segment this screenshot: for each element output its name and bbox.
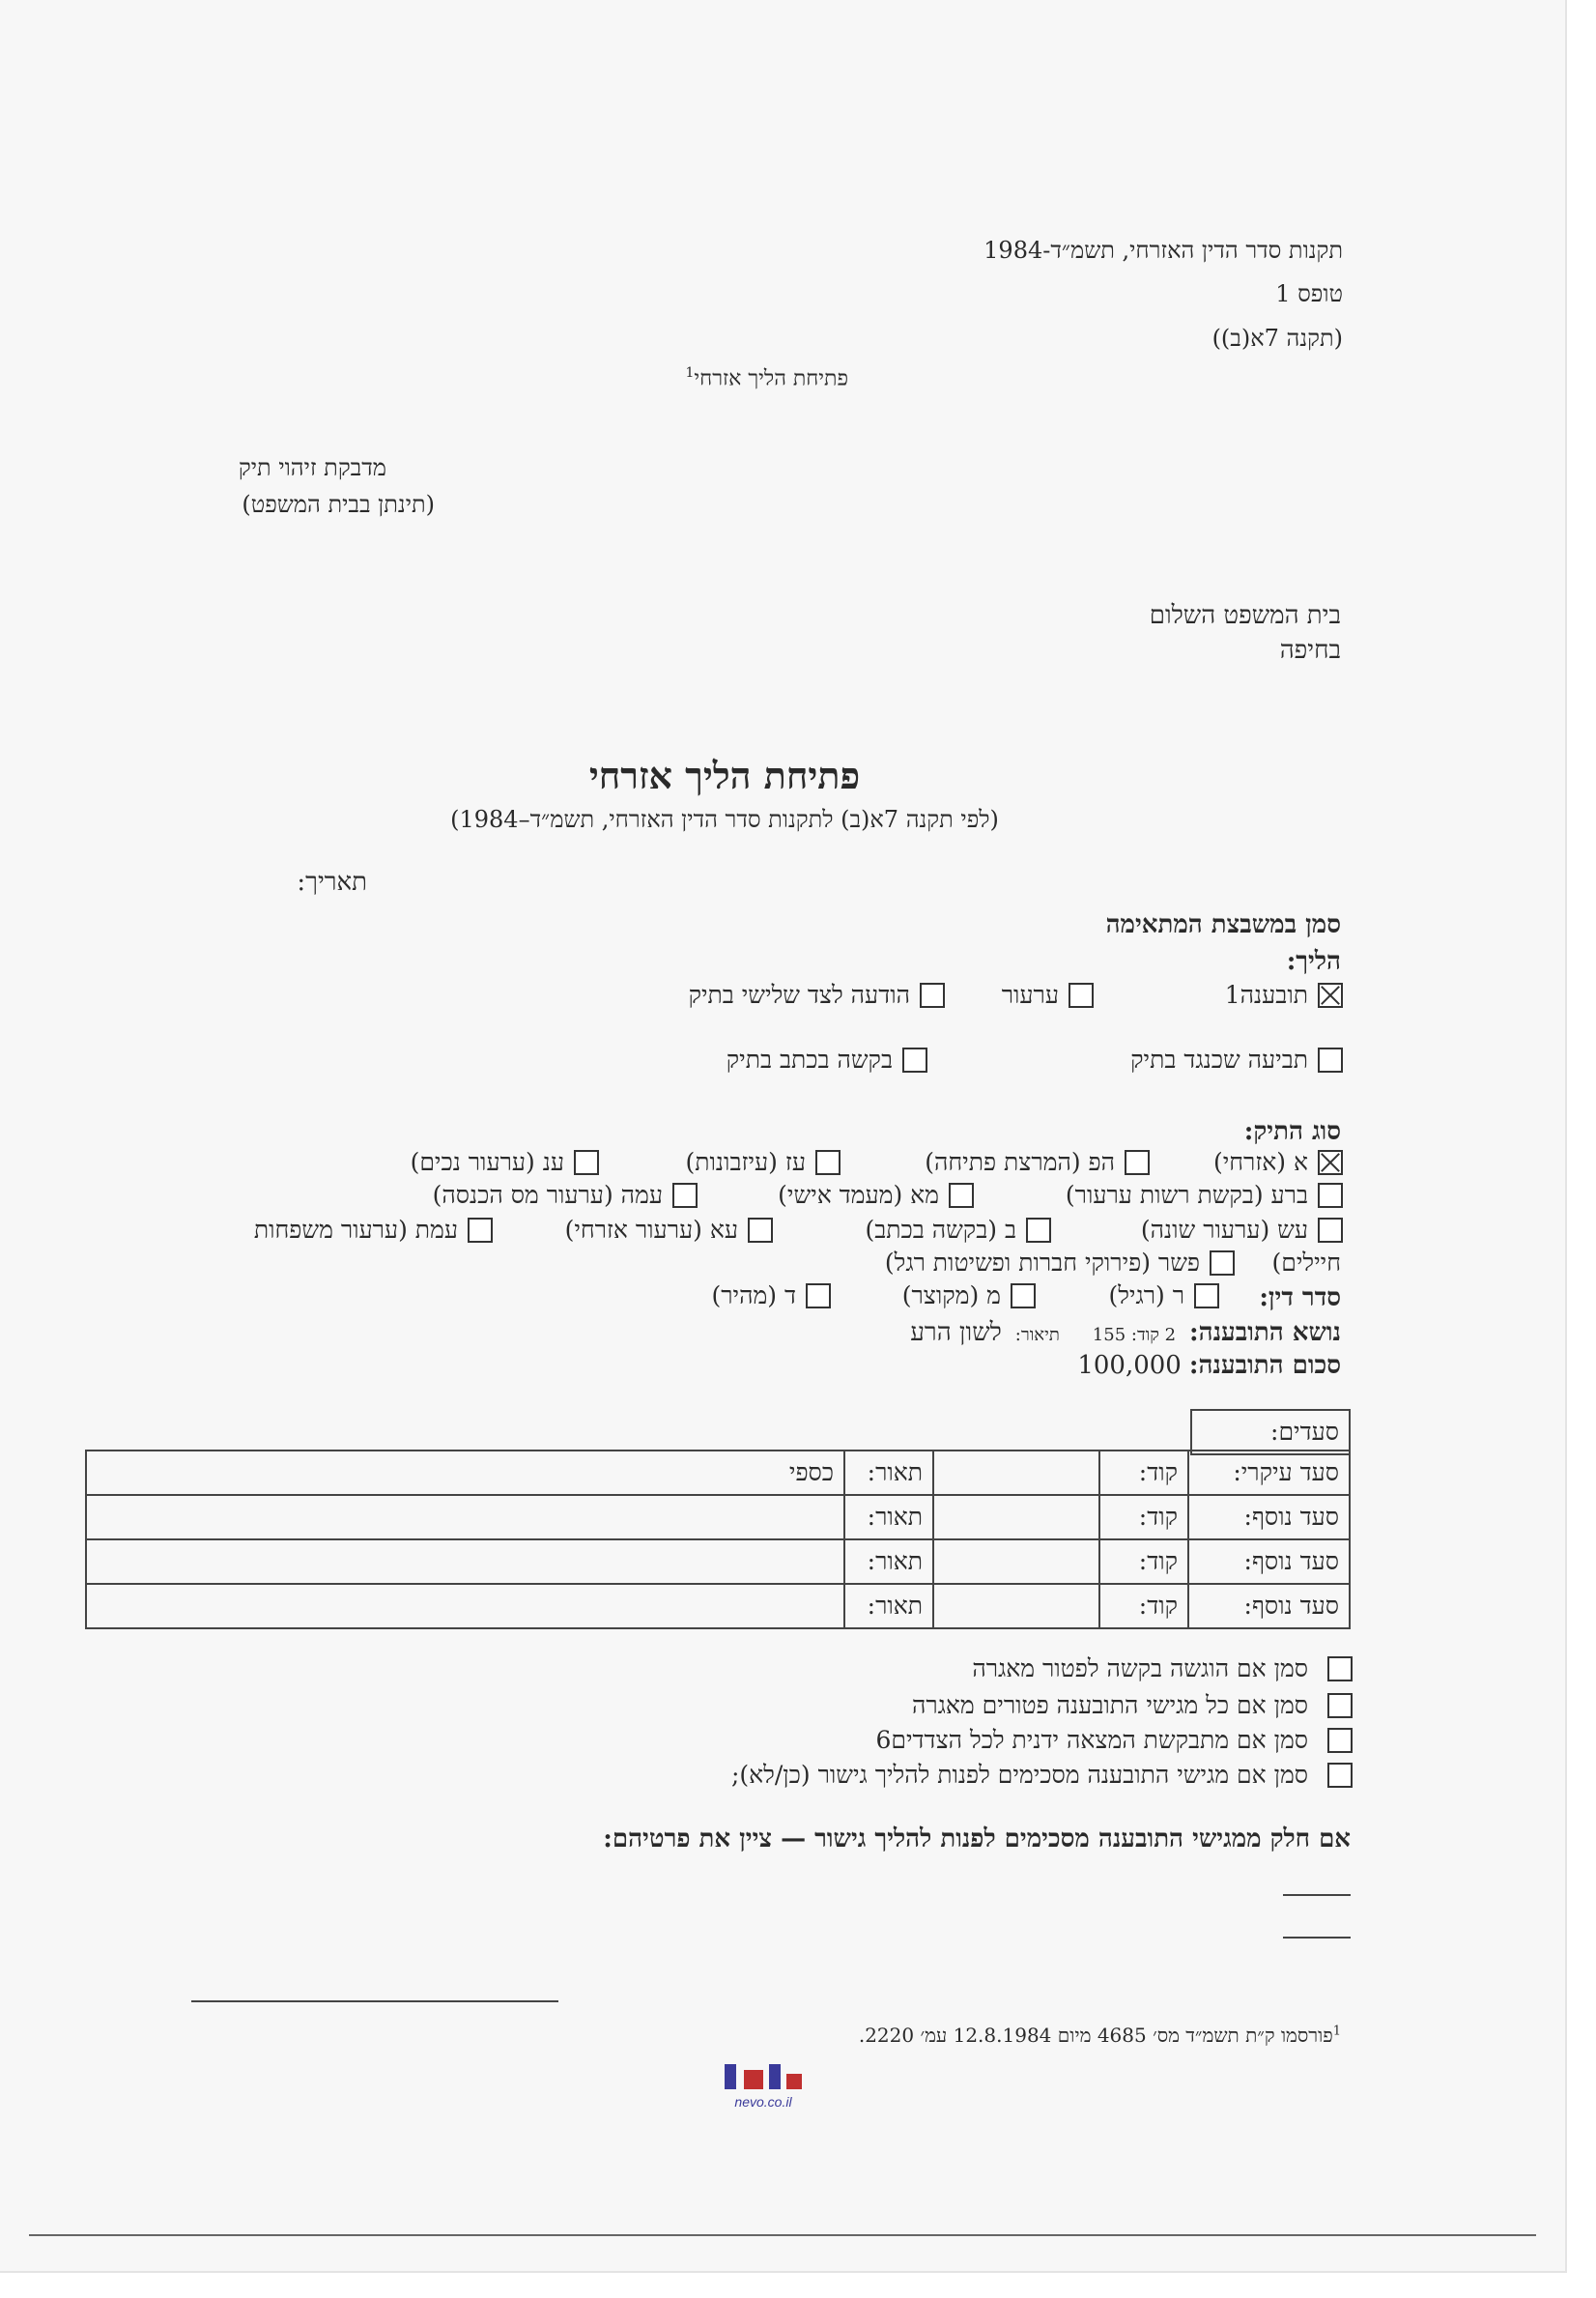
footnote-separator: [191, 2000, 558, 2002]
remedy-label: סעד עיקרי:: [1188, 1451, 1350, 1495]
desc-label: תאור:: [844, 1495, 933, 1539]
desc-label: תאור:: [844, 1584, 933, 1628]
mark-all-exempt[interactable]: [912, 1691, 1353, 1720]
remedy-label: סעד נוסף:: [1188, 1584, 1350, 1628]
option-label: סמן אם כל מגישי התובענה פטורים מאגרה: [912, 1691, 1308, 1719]
case-type-amt[interactable]: [254, 1216, 493, 1245]
case-type-soldiers: חיילים): [1271, 1249, 1341, 1277]
subject-desc-value: לשון הרע: [910, 1318, 1002, 1347]
desc-value[interactable]: [86, 1584, 844, 1628]
checkbox[interactable]: [902, 1048, 927, 1073]
option-label: ד (מהיר): [711, 1281, 796, 1309]
option-label: ערעור: [1001, 981, 1059, 1009]
checkbox-checked[interactable]: [1318, 1150, 1343, 1175]
desc-value[interactable]: [86, 1539, 844, 1584]
regulation-ref: (תקנה 7א(ב)): [1211, 325, 1343, 352]
checkbox[interactable]: [1318, 1048, 1343, 1073]
option-label: ב (בקשה בכתב): [865, 1216, 1016, 1244]
case-type-label: סוג התיק:: [1243, 1117, 1341, 1146]
checkbox[interactable]: [1125, 1150, 1150, 1175]
case-type-bra[interactable]: [1066, 1181, 1343, 1210]
logo-text: nevo.co.il: [734, 2094, 792, 2110]
footnote: [859, 2024, 1341, 2048]
checkbox[interactable]: [815, 1150, 841, 1175]
case-type-a[interactable]: [1213, 1148, 1343, 1177]
subject-code: 2 קוד: 155: [1092, 1325, 1177, 1345]
remedies-header: סעדים:: [1191, 1410, 1350, 1454]
procedure-option-motion[interactable]: [727, 1046, 927, 1075]
regulation-title: תקנות סדר הדין האזרחי, תשמ״ד-1984: [983, 237, 1343, 264]
amount-label: סכום התובענה:: [1188, 1351, 1341, 1380]
checkbox[interactable]: [1327, 1656, 1353, 1681]
option-label: הפ (המרצת פתיחה): [925, 1148, 1115, 1176]
instruction: סמן במשבצת המתאימה: [1105, 910, 1341, 939]
option-label: עמת (ערעור משפחות: [253, 1216, 458, 1244]
remedy-label: סעד נוסף:: [1188, 1495, 1350, 1539]
page-subtitle: (לפי תקנה 7א(ב) לתקנות סדר הדין האזרחי, תשמ״ד–1984): [450, 806, 999, 833]
checkbox[interactable]: [1011, 1283, 1036, 1308]
case-type-az[interactable]: [686, 1148, 841, 1177]
code-value[interactable]: [933, 1584, 1099, 1628]
option-label: הודעה לצד שלישי בתיק: [688, 981, 910, 1009]
case-type-b[interactable]: [865, 1216, 1051, 1245]
option-label: בקשה בכתב בתיק: [726, 1046, 893, 1074]
form-caption: [685, 365, 848, 390]
code-label: קוד:: [1099, 1451, 1188, 1495]
checkbox[interactable]: [672, 1183, 698, 1208]
option-label: מ (מקוצר): [901, 1281, 1001, 1309]
option-label: עש (ערעור שונה): [1140, 1216, 1308, 1244]
sticker-label: מדבקת זיהוי תיק: [238, 454, 386, 481]
checkbox[interactable]: [1026, 1218, 1051, 1243]
case-type-hp[interactable]: [925, 1148, 1150, 1177]
option-label: פשר (פירוקי חברות ופשיטות רגל): [884, 1249, 1200, 1277]
option-label: ענ (ערעור נכים): [410, 1148, 564, 1176]
option-label: סמן אם הוגשה בקשה לפטור מאגרה: [972, 1654, 1308, 1682]
footnote-text: פורסמו ק״ת תשמ״ד מס׳ 4685 מיום 12.8.1984 עמ׳ 2220.: [858, 2024, 1333, 2047]
desc-value[interactable]: [86, 1495, 844, 1539]
option-label: עמה (ערעור מס הכנסה): [432, 1181, 663, 1209]
nevo-logo: [705, 2056, 821, 2111]
checkbox[interactable]: [806, 1283, 831, 1308]
date-label: תאריך:: [297, 868, 367, 897]
mediation-note: אם חלק ממגישי התובענה מסכימים לפנות להליך גישור — ציין את פרטיהם:: [603, 1824, 1351, 1853]
procedure-order-label: סדר דין:: [1259, 1283, 1341, 1312]
code-value[interactable]: [933, 1539, 1099, 1584]
amount-value: 100,000: [1077, 1351, 1182, 1380]
mark-manual-service[interactable]: [875, 1726, 1353, 1755]
desc-value[interactable]: כספי: [86, 1451, 844, 1495]
form-number: טופס 1: [1275, 280, 1343, 307]
code-label: קוד:: [1099, 1584, 1188, 1628]
footnote-mark: 1: [1332, 2024, 1341, 2039]
option-label: עז (עיזבונות): [685, 1148, 806, 1176]
procedure-option-third-party[interactable]: [689, 981, 945, 1010]
table-row: [86, 1584, 1350, 1628]
checkbox[interactable]: [1194, 1283, 1219, 1308]
checkbox[interactable]: [748, 1218, 773, 1243]
checkbox[interactable]: [1327, 1728, 1353, 1753]
procedure-option-claim[interactable]: [1225, 981, 1343, 1010]
bottom-rule: [29, 2234, 1536, 2236]
option-label: עא (ערעור אזרחי): [564, 1216, 738, 1244]
checkbox-checked[interactable]: [1318, 983, 1343, 1008]
option-label: ברע (בקשת רשות ערעור): [1065, 1181, 1308, 1209]
case-type-aa[interactable]: [565, 1216, 773, 1245]
court-location: בחיפה: [1279, 636, 1341, 665]
option-label: ר (רגיל): [1108, 1281, 1184, 1309]
sticker-note: (תינתן בבית המשפט): [242, 491, 435, 518]
mark-fee-exemption-request[interactable]: [972, 1654, 1353, 1683]
checkbox[interactable]: [468, 1218, 493, 1243]
desc-label: תאור:: [844, 1451, 933, 1495]
subject-desc-label: תיאור:: [1014, 1325, 1060, 1345]
checkbox[interactable]: [949, 1183, 974, 1208]
procedure-label: הליך:: [1286, 947, 1341, 976]
procedure-order-short[interactable]: [902, 1281, 1036, 1310]
code-label: קוד:: [1099, 1539, 1188, 1584]
checkbox[interactable]: [1069, 983, 1094, 1008]
code-value[interactable]: [933, 1451, 1099, 1495]
option-label: תובענה1: [1224, 981, 1308, 1009]
subject-label: נושא התובענה:: [1189, 1318, 1341, 1347]
checkbox[interactable]: [574, 1150, 599, 1175]
case-type-ma[interactable]: [778, 1181, 974, 1210]
code-label: קוד:: [1099, 1495, 1188, 1539]
case-type-psr[interactable]: [885, 1249, 1235, 1278]
procedure-order-regular[interactable]: [1108, 1281, 1219, 1310]
remedy-label: סעד נוסף:: [1188, 1539, 1350, 1584]
blank-line: [1283, 1937, 1351, 1939]
checkbox[interactable]: [920, 983, 945, 1008]
amount-line: [1077, 1351, 1341, 1380]
subject-line: [910, 1318, 1341, 1347]
page-title: פתיחת הליך אזרחי: [588, 754, 861, 797]
table-row: [86, 1495, 1350, 1539]
option-label: מא (מעמד אישי): [778, 1181, 939, 1209]
procedure-option-appeal[interactable]: [1002, 981, 1094, 1010]
remedies-header-table: [1190, 1409, 1351, 1455]
court-name: בית המשפט השלום: [1149, 601, 1341, 630]
code-value[interactable]: [933, 1495, 1099, 1539]
option-label: סמן אם מגישי התובענה מסכימים לפנות להליך גישור (כן/לא);: [731, 1761, 1308, 1789]
table-row: [86, 1539, 1350, 1584]
option-label: תביעה שכנגד בתיק: [1130, 1046, 1308, 1074]
procedure-order-fast[interactable]: [711, 1281, 831, 1310]
table-row: [86, 1451, 1350, 1495]
checkbox[interactable]: [1210, 1250, 1235, 1276]
desc-label: תאור:: [844, 1539, 933, 1584]
case-type-an[interactable]: [411, 1148, 599, 1177]
footnote-mark: 1: [685, 365, 695, 381]
form-caption-text: פתיחת הליך אזרחי: [694, 366, 848, 391]
blank-line: [1283, 1894, 1351, 1896]
case-type-as[interactable]: [1141, 1216, 1343, 1245]
remedies-table: [85, 1450, 1351, 1629]
option-label: א (אזרחי): [1212, 1148, 1308, 1176]
checkbox[interactable]: [1318, 1218, 1343, 1243]
checkbox[interactable]: [1327, 1763, 1353, 1788]
case-type-ama[interactable]: [433, 1181, 698, 1210]
option-label: סמן אם מתבקשת המצאה ידנית לכל הצדדים6: [875, 1726, 1308, 1754]
checkbox[interactable]: [1327, 1693, 1353, 1718]
mark-mediation-consent[interactable]: [731, 1761, 1353, 1790]
procedure-option-counterclaim[interactable]: [1130, 1046, 1343, 1075]
checkbox[interactable]: [1318, 1183, 1343, 1208]
